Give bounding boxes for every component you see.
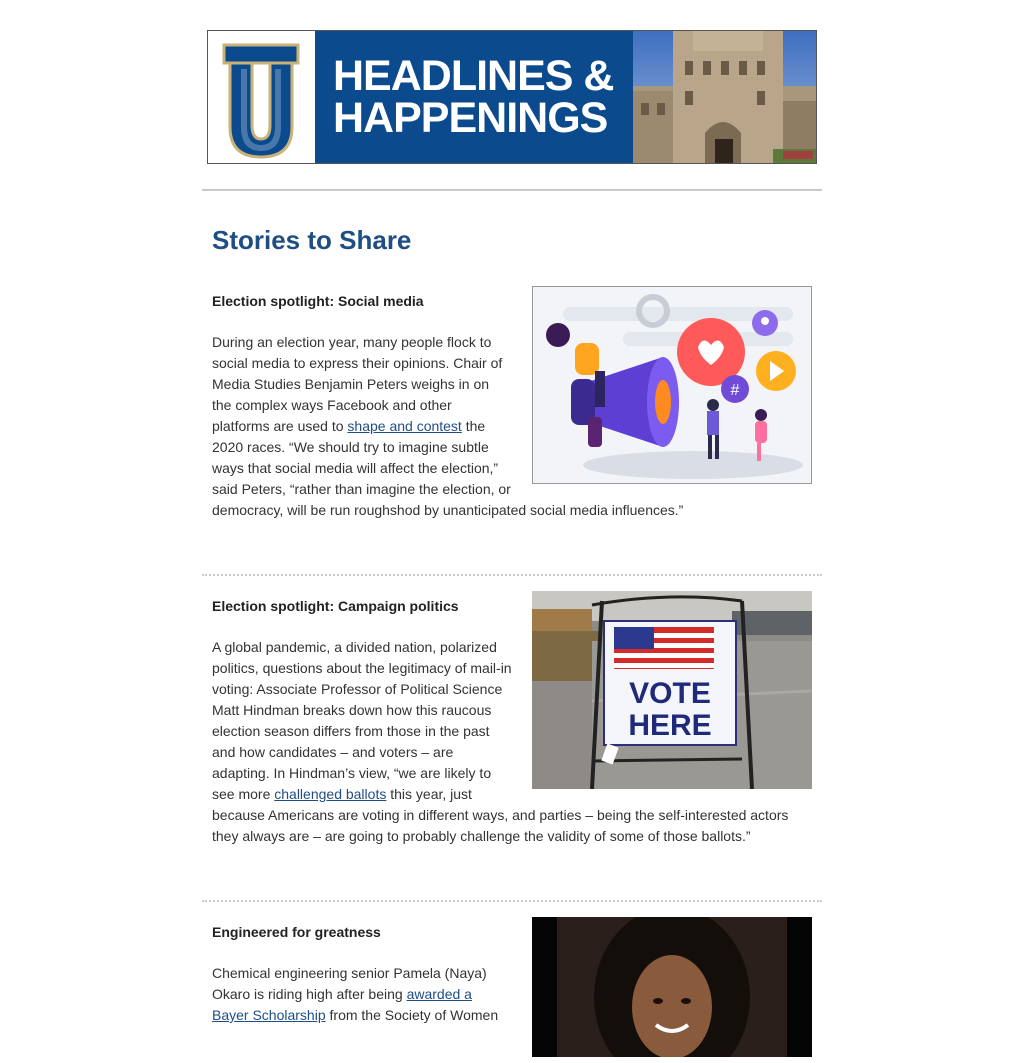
university-logo [208, 31, 315, 163]
story-divider [202, 574, 822, 576]
section-title: Stories to Share [212, 225, 412, 255]
banner-title-line1: HEADLINES & [333, 52, 614, 100]
story-body-text-1: During an election year, many people flock to social media to express their opinions. Chair of Media Studies Benjamin Peters weighs in on the complex ways Facebook and other platforms are used to [212, 334, 503, 434]
vote-sign-photo [532, 591, 812, 789]
story-body [212, 637, 812, 847]
story-title: Election spotlight: Campaign politics [212, 598, 459, 614]
story-body [212, 332, 812, 521]
story-body-text-1: A global pandemic, a divided nation, polarized politics, questions about the legitimacy of mail-in voting: Associate Professor of Political Science Matt Hindman breaks down how this raucous election season differs from those in the past and how candidates – and voters – are adapting. In Hindman’s view, “we are likely to see more [212, 639, 512, 802]
story-title: Engineered for greatness [212, 924, 381, 940]
story-social-media [212, 291, 812, 521]
banner-title-panel [315, 31, 633, 163]
svg-text:#: # [730, 382, 740, 399]
shape-and-contest-link[interactable]: shape and contest [347, 418, 462, 434]
banner-title-line2: HAPPENINGS [333, 94, 608, 142]
building-photo [633, 31, 817, 163]
story-body-text-1: Chemical engineering senior Pamela (Naya) Okaro is riding high after being [212, 965, 487, 1002]
story-body-text-2: the 2020 races. “We should try to imagine subtle ways that social media will affect the election,” said Peters, “rather than imagine the election, or democracy, will be run roughshod by unanticipated social media influences.” [212, 418, 684, 518]
story-body [212, 963, 812, 1026]
story-title: Election spotlight: Social media [212, 293, 424, 309]
vote-sign-line1: VOTE [629, 677, 711, 710]
portrait-photo-icon [532, 917, 812, 1057]
bayer-scholarship-link[interactable]: awarded a Bayer Scholarship [212, 986, 472, 1023]
story-divider [202, 900, 822, 902]
megaphone-illustration-icon [532, 286, 812, 484]
logo-letter: U [260, 156, 262, 157]
banner-title [333, 52, 614, 142]
story-campaign-politics [212, 596, 812, 847]
story-body-text-2: from the Society of Women [325, 1007, 499, 1023]
challenged-ballots-link[interactable]: challenged ballots [274, 786, 387, 802]
vote-sign-line2: HERE [628, 709, 712, 742]
header-banner[interactable] [207, 30, 817, 164]
story-engineered-for-greatness [212, 922, 812, 1057]
header-divider [202, 189, 822, 191]
story-body-text-2: this year, just because Americans are voting in different ways, and parties – being the self-interested actors they always are – are going to probably challenge the validity of some of those ballots.” [212, 786, 789, 844]
